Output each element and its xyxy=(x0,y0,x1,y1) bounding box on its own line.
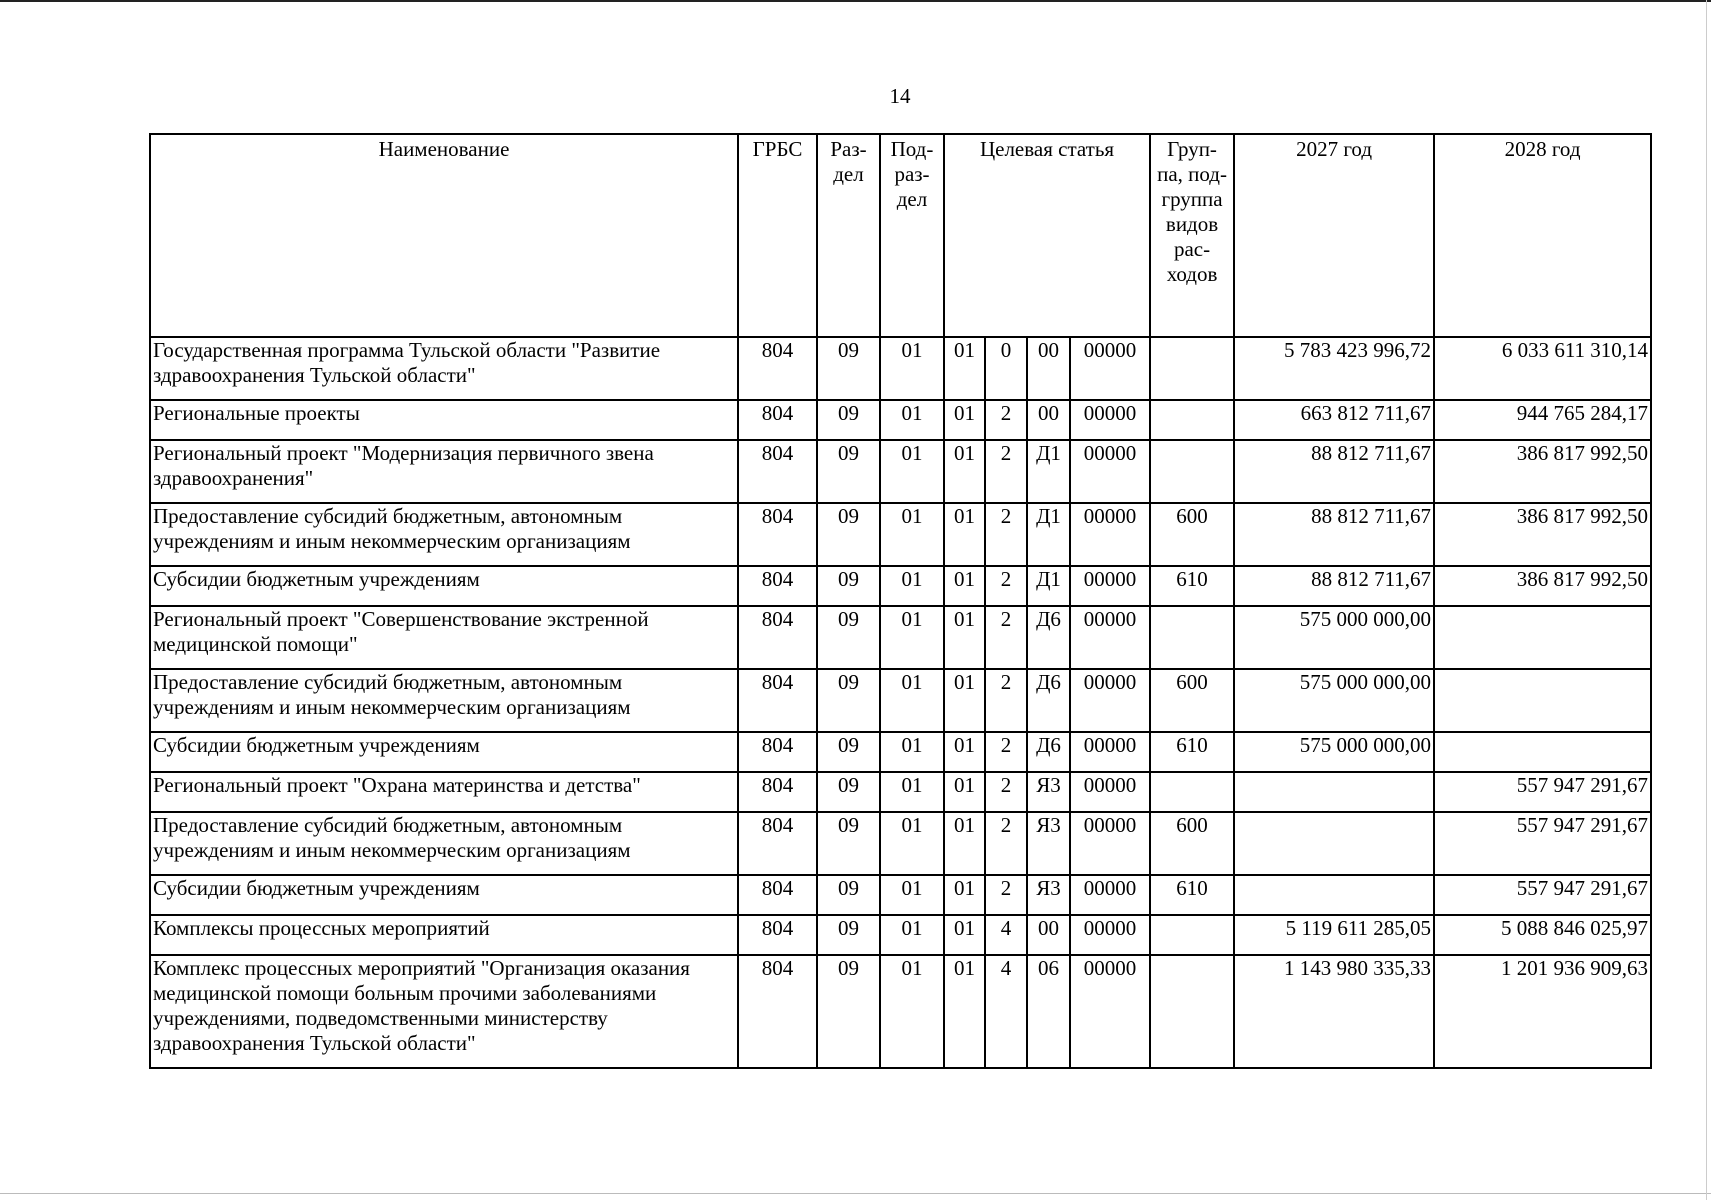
row-target-program: 01 xyxy=(944,566,985,606)
row-amount-2027: 575 000 000,00 xyxy=(1234,669,1434,732)
row-amount-2028 xyxy=(1434,669,1651,732)
row-target-element: 00 xyxy=(1027,915,1070,955)
row-section: 09 xyxy=(817,772,880,812)
row-name: Субсидии бюджетным учреждениям xyxy=(150,732,738,772)
row-expense-group: 610 xyxy=(1150,566,1234,606)
row-amount-2028 xyxy=(1434,606,1651,669)
row-target-program: 01 xyxy=(944,875,985,915)
row-subsection: 01 xyxy=(880,812,944,875)
row-section: 09 xyxy=(817,566,880,606)
row-expense-group: 610 xyxy=(1150,875,1234,915)
row-target-element: 06 xyxy=(1027,955,1070,1068)
row-target-program: 01 xyxy=(944,440,985,503)
table-row xyxy=(150,955,1651,1068)
row-grbs: 804 xyxy=(738,772,817,812)
row-target-direction: 00000 xyxy=(1070,875,1150,915)
row-target-element: 00 xyxy=(1027,337,1070,400)
row-amount-2028: 386 817 992,50 xyxy=(1434,503,1651,566)
table-row xyxy=(150,812,1651,875)
table-row xyxy=(150,566,1651,606)
row-target-type: 2 xyxy=(985,772,1027,812)
header-grbs: ГРБС xyxy=(738,134,817,337)
row-target-program: 01 xyxy=(944,772,985,812)
row-target-direction: 00000 xyxy=(1070,400,1150,440)
row-subsection: 01 xyxy=(880,400,944,440)
row-grbs: 804 xyxy=(738,732,817,772)
row-amount-2027 xyxy=(1234,772,1434,812)
row-section: 09 xyxy=(817,915,880,955)
row-subsection: 01 xyxy=(880,566,944,606)
row-name: Комплекс процессных мероприятий "Организация оказания медицинской помощи больным прочими заболеваниями учреждениями, подведомственными министерству здравоохранения Тульской области" xyxy=(150,955,738,1068)
row-section: 09 xyxy=(817,606,880,669)
row-name: Региональные проекты xyxy=(150,400,738,440)
row-expense-group: 610 xyxy=(1150,732,1234,772)
row-target-element: Д6 xyxy=(1027,669,1070,732)
row-target-type: 2 xyxy=(985,732,1027,772)
row-amount-2028: 6 033 611 310,14 xyxy=(1434,337,1651,400)
row-target-type: 0 xyxy=(985,337,1027,400)
row-target-program: 01 xyxy=(944,955,985,1068)
row-name: Предоставление субсидий бюджетным, автономным учреждениям и иным некоммерческим организациям xyxy=(150,503,738,566)
row-section: 09 xyxy=(817,669,880,732)
page-number: 14 xyxy=(889,84,911,108)
row-section: 09 xyxy=(817,440,880,503)
row-target-direction: 00000 xyxy=(1070,915,1150,955)
row-name: Субсидии бюджетным учреждениям xyxy=(150,566,738,606)
row-amount-2027: 5 119 611 285,05 xyxy=(1234,915,1434,955)
row-amount-2027: 5 783 423 996,72 xyxy=(1234,337,1434,400)
row-amount-2028: 557 947 291,67 xyxy=(1434,875,1651,915)
row-target-element: 00 xyxy=(1027,400,1070,440)
row-target-program: 01 xyxy=(944,400,985,440)
row-grbs: 804 xyxy=(738,812,817,875)
row-subsection: 01 xyxy=(880,337,944,400)
row-target-direction: 00000 xyxy=(1070,772,1150,812)
row-expense-group: 600 xyxy=(1150,503,1234,566)
table-body xyxy=(150,337,1651,1068)
row-amount-2028: 1 201 936 909,63 xyxy=(1434,955,1651,1068)
scan-edge-bottom xyxy=(0,1193,1711,1194)
budget-table xyxy=(149,133,1652,1069)
row-target-direction: 00000 xyxy=(1070,812,1150,875)
row-amount-2028: 557 947 291,67 xyxy=(1434,772,1651,812)
row-subsection: 01 xyxy=(880,732,944,772)
row-grbs: 804 xyxy=(738,400,817,440)
row-target-element: Д6 xyxy=(1027,732,1070,772)
table-header-row xyxy=(150,134,1651,337)
row-target-element: Я3 xyxy=(1027,812,1070,875)
table-row xyxy=(150,337,1651,400)
row-target-program: 01 xyxy=(944,669,985,732)
row-target-type: 2 xyxy=(985,440,1027,503)
row-amount-2027: 575 000 000,00 xyxy=(1234,606,1434,669)
row-target-direction: 00000 xyxy=(1070,337,1150,400)
row-amount-2027: 88 812 711,67 xyxy=(1234,503,1434,566)
scan-edge-top xyxy=(0,0,1711,2)
row-target-element: Я3 xyxy=(1027,772,1070,812)
row-subsection: 01 xyxy=(880,440,944,503)
row-name: Региональный проект "Модернизация первичного звена здравоохранения" xyxy=(150,440,738,503)
row-target-program: 01 xyxy=(944,915,985,955)
row-target-element: Д1 xyxy=(1027,503,1070,566)
row-grbs: 804 xyxy=(738,955,817,1068)
row-target-element: Д6 xyxy=(1027,606,1070,669)
table-row xyxy=(150,669,1651,732)
row-name: Региональный проект "Совершенствование экстренной медицинской помощи" xyxy=(150,606,738,669)
table-row xyxy=(150,732,1651,772)
row-subsection: 01 xyxy=(880,669,944,732)
row-amount-2027: 1 143 980 335,33 xyxy=(1234,955,1434,1068)
row-expense-group xyxy=(1150,915,1234,955)
row-name: Государственная программа Тульской области "Развитие здравоохранения Тульской области" xyxy=(150,337,738,400)
table-row xyxy=(150,503,1651,566)
row-target-program: 01 xyxy=(944,503,985,566)
row-target-type: 4 xyxy=(985,955,1027,1068)
row-target-element: Я3 xyxy=(1027,875,1070,915)
scan-edge-right xyxy=(1706,0,1707,1200)
table-row xyxy=(150,875,1651,915)
row-target-program: 01 xyxy=(944,812,985,875)
row-expense-group: 600 xyxy=(1150,669,1234,732)
row-amount-2027: 575 000 000,00 xyxy=(1234,732,1434,772)
table-row xyxy=(150,606,1651,669)
row-target-direction: 00000 xyxy=(1070,669,1150,732)
row-target-direction: 00000 xyxy=(1070,440,1150,503)
row-subsection: 01 xyxy=(880,503,944,566)
row-grbs: 804 xyxy=(738,669,817,732)
row-target-type: 2 xyxy=(985,875,1027,915)
row-target-type: 2 xyxy=(985,566,1027,606)
row-section: 09 xyxy=(817,732,880,772)
header-name: Наименование xyxy=(150,134,738,337)
row-section: 09 xyxy=(817,955,880,1068)
row-amount-2027: 663 812 711,67 xyxy=(1234,400,1434,440)
row-expense-group xyxy=(1150,400,1234,440)
header-subsection: Под- раз- дел xyxy=(880,134,944,337)
row-target-type: 2 xyxy=(985,606,1027,669)
row-target-program: 01 xyxy=(944,732,985,772)
row-amount-2027: 88 812 711,67 xyxy=(1234,440,1434,503)
row-expense-group xyxy=(1150,337,1234,400)
row-target-type: 4 xyxy=(985,915,1027,955)
row-subsection: 01 xyxy=(880,955,944,1068)
row-target-direction: 00000 xyxy=(1070,606,1150,669)
row-name: Предоставление субсидий бюджетным, автономным учреждениям и иным некоммерческим организациям xyxy=(150,812,738,875)
row-amount-2028: 944 765 284,17 xyxy=(1434,400,1651,440)
row-amount-2028: 386 817 992,50 xyxy=(1434,566,1651,606)
row-expense-group xyxy=(1150,440,1234,503)
row-target-direction: 00000 xyxy=(1070,566,1150,606)
row-grbs: 804 xyxy=(738,503,817,566)
row-amount-2027 xyxy=(1234,875,1434,915)
header-expense-group: Груп- па, под- группа видов рас- ходов xyxy=(1150,134,1234,337)
row-target-element: Д1 xyxy=(1027,566,1070,606)
row-grbs: 804 xyxy=(738,337,817,400)
header-year-2028: 2028 год xyxy=(1434,134,1651,337)
row-name: Региональный проект "Охрана материнства и детства" xyxy=(150,772,738,812)
row-target-type: 2 xyxy=(985,400,1027,440)
row-amount-2028: 557 947 291,67 xyxy=(1434,812,1651,875)
row-expense-group: 600 xyxy=(1150,812,1234,875)
row-grbs: 804 xyxy=(738,875,817,915)
header-section: Раз- дел xyxy=(817,134,880,337)
table-row xyxy=(150,772,1651,812)
row-subsection: 01 xyxy=(880,875,944,915)
row-section: 09 xyxy=(817,503,880,566)
row-amount-2027 xyxy=(1234,812,1434,875)
row-target-type: 2 xyxy=(985,669,1027,732)
row-target-element: Д1 xyxy=(1027,440,1070,503)
row-target-direction: 00000 xyxy=(1070,503,1150,566)
row-section: 09 xyxy=(817,875,880,915)
row-subsection: 01 xyxy=(880,915,944,955)
row-grbs: 804 xyxy=(738,440,817,503)
row-amount-2028: 386 817 992,50 xyxy=(1434,440,1651,503)
row-section: 09 xyxy=(817,400,880,440)
row-grbs: 804 xyxy=(738,915,817,955)
row-amount-2027: 88 812 711,67 xyxy=(1234,566,1434,606)
row-target-direction: 00000 xyxy=(1070,955,1150,1068)
row-expense-group xyxy=(1150,606,1234,669)
row-name: Комплексы процессных мероприятий xyxy=(150,915,738,955)
row-subsection: 01 xyxy=(880,606,944,669)
table-row xyxy=(150,915,1651,955)
row-grbs: 804 xyxy=(738,606,817,669)
row-name: Предоставление субсидий бюджетным, автономным учреждениям и иным некоммерческим организациям xyxy=(150,669,738,732)
table-row xyxy=(150,440,1651,503)
row-target-program: 01 xyxy=(944,337,985,400)
row-amount-2028: 5 088 846 025,97 xyxy=(1434,915,1651,955)
row-target-type: 2 xyxy=(985,503,1027,566)
row-amount-2028 xyxy=(1434,732,1651,772)
row-target-direction: 00000 xyxy=(1070,732,1150,772)
row-expense-group xyxy=(1150,955,1234,1068)
row-target-type: 2 xyxy=(985,812,1027,875)
row-grbs: 804 xyxy=(738,566,817,606)
row-section: 09 xyxy=(817,337,880,400)
row-name: Субсидии бюджетным учреждениям xyxy=(150,875,738,915)
row-expense-group xyxy=(1150,772,1234,812)
header-target-article: Целевая статья xyxy=(944,134,1150,337)
row-subsection: 01 xyxy=(880,772,944,812)
header-year-2027: 2027 год xyxy=(1234,134,1434,337)
row-target-program: 01 xyxy=(944,606,985,669)
row-section: 09 xyxy=(817,812,880,875)
table-row xyxy=(150,400,1651,440)
